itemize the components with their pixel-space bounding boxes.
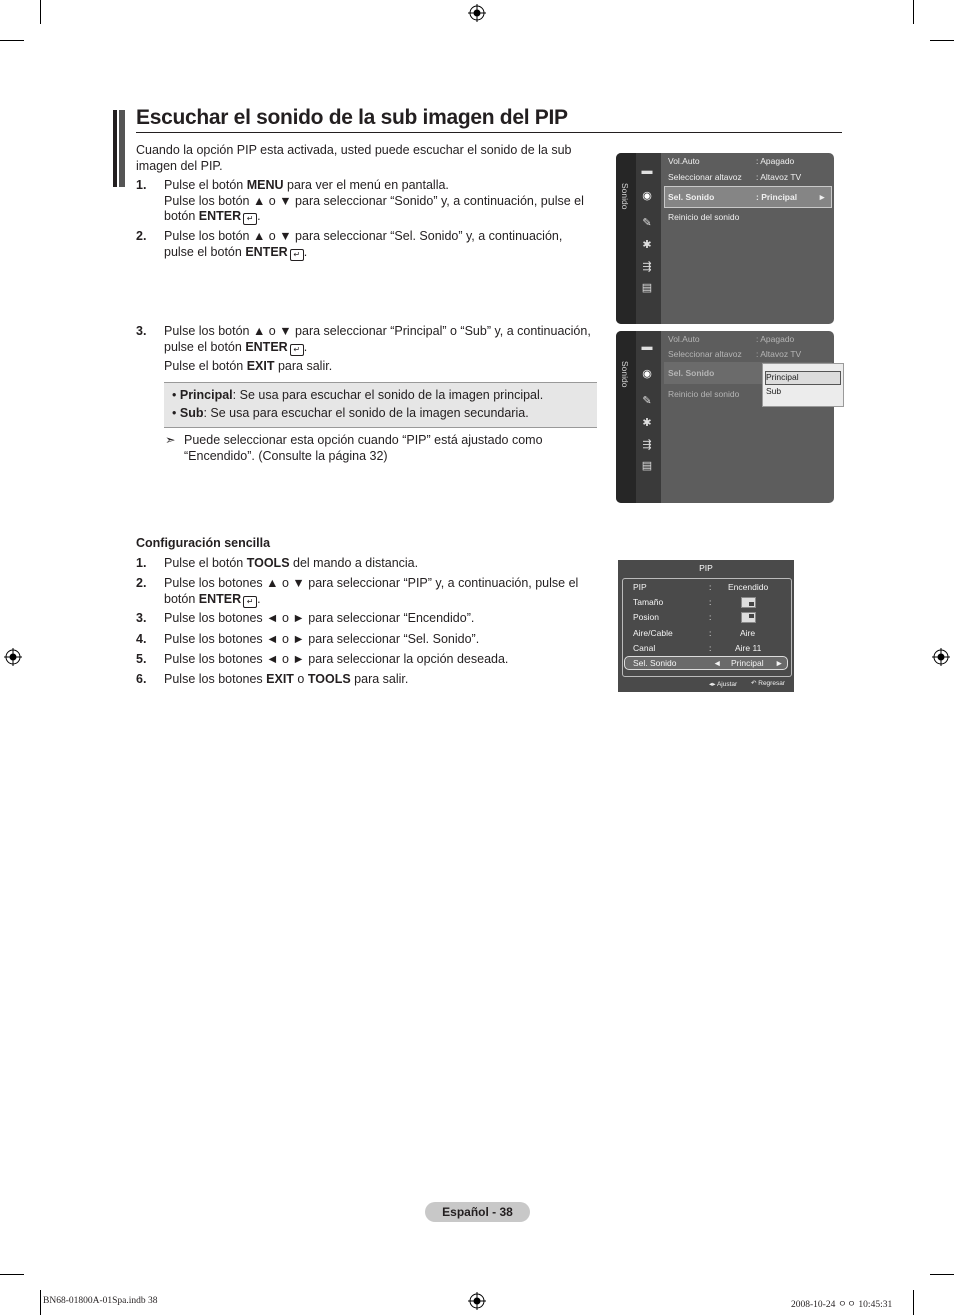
crop-mark (40, 1290, 41, 1315)
sound-icon: ◉ (642, 368, 652, 380)
config-step-2: Pulse los botones ▲ o ▼ para seleccionar “PIP” y, a continuación, pulse el botón ENTER ↵ . (164, 576, 579, 606)
pip-position-icon (741, 612, 756, 623)
enter-icon: ↵ (243, 213, 257, 225)
step-number: 3. (136, 611, 147, 625)
pip-tools-panel (618, 560, 794, 692)
config-step-5: Pulse los botones ◄ o ► para seleccionar la opción deseada. (164, 652, 509, 666)
crop-mark (930, 40, 954, 41)
config-step-6: Pulse los botones EXIT o TOOLS para salir. (164, 672, 409, 686)
step-number: 2. (136, 576, 147, 590)
sound-menu-2 (616, 331, 834, 503)
step-number: 5. (136, 652, 147, 666)
channel-icon: ✎ (642, 217, 652, 229)
page-number: Español - 38 (425, 1202, 530, 1222)
pip-row-label[interactable]: Posion (633, 612, 659, 622)
pip-row-label[interactable]: Sel. Sonido (633, 658, 677, 668)
menu-tab-label: Sonido (620, 361, 630, 388)
step-2-text: Pulse los botón ▲ o ▼ para seleccionar “Sel. Sonido” y, a continuación, pulse el botón ENTER ↵ . (164, 229, 563, 259)
adjust-hint: ◂▸ Ajustar (709, 681, 738, 688)
pip-row-label[interactable]: PIP (633, 582, 647, 592)
step-number: 4. (136, 632, 147, 646)
menu-item-speaker[interactable]: Seleccionar altavoz (668, 172, 742, 182)
menu-item-sel-sonido[interactable]: Sel. Sonido (668, 192, 715, 202)
bullet-principal: • Principal: Se usa para escuchar el sonido de la imagen principal. (172, 388, 544, 402)
crop-mark (40, 0, 41, 24)
setup-icon: ✱ (642, 239, 652, 251)
menu-item-sound-reset[interactable]: Reinicio del sonido (668, 389, 740, 399)
arrow-right-icon[interactable]: ► (775, 658, 784, 668)
step-number: 1. (136, 556, 147, 570)
sound-menu-1 (616, 153, 834, 324)
menu-value: : Apagado (756, 156, 795, 166)
input-icon: ⇶ (642, 439, 652, 451)
pip-panel-title: PIP (699, 563, 713, 573)
config-step-1: Pulse el botón TOOLS del mando a distancia. (164, 556, 419, 570)
config-heading: Configuración sencilla (136, 536, 271, 550)
popup-option-principal[interactable]: Principal (766, 372, 799, 382)
crop-mark (913, 1290, 914, 1315)
note-marker-icon: ➣ (165, 433, 176, 447)
crop-mark (0, 1274, 24, 1275)
return-hint: ↶ Regresar (751, 680, 785, 687)
pip-row-sep: : (709, 612, 712, 622)
picture-icon: ▬ (641, 165, 653, 177)
menu-value: : Altavoz TV (756, 349, 802, 359)
picture-icon: ▬ (641, 341, 653, 353)
step-number: 6. (136, 672, 147, 686)
arrow-right-icon: ► (818, 192, 827, 202)
pip-row-sep: : (709, 582, 712, 592)
pip-row-label[interactable]: Canal (633, 643, 656, 653)
step-number: 1. (136, 178, 147, 192)
enter-icon: ↵ (243, 596, 257, 608)
channel-icon: ✎ (642, 395, 652, 407)
title-bar (119, 110, 125, 187)
menu-value: : Apagado (756, 334, 795, 344)
menu-item-vol-auto[interactable]: Vol.Auto (668, 334, 700, 344)
menu-value: : Altavoz TV (756, 172, 802, 182)
setup-icon: ✱ (642, 417, 652, 429)
input-icon: ⇶ (642, 261, 652, 273)
pip-row-value: Encendido (728, 582, 769, 592)
crop-mark (930, 1274, 954, 1275)
pip-size-icon (741, 597, 756, 608)
step-number: 2. (136, 229, 147, 243)
title-rule (136, 132, 842, 133)
step-number: 3. (136, 324, 147, 338)
pip-row-value: Aire 11 (735, 643, 762, 653)
arrow-left-icon[interactable]: ◄ (713, 658, 722, 668)
pip-row-label[interactable]: Tamaño (633, 597, 664, 607)
menu-item-sel-sonido[interactable]: Sel. Sonido (668, 368, 715, 378)
registration-mark-icon (932, 648, 950, 666)
application-icon: ▤ (641, 282, 653, 294)
registration-mark-icon (468, 4, 486, 22)
pip-row-sep: : (709, 643, 712, 653)
registration-mark-icon (468, 1292, 486, 1310)
config-step-4: Pulse los botones ◄ o ► para seleccionar “Sel. Sonido”. (164, 632, 480, 646)
crop-mark (913, 0, 914, 24)
registration-mark-icon (4, 648, 22, 666)
step-3-text: Pulse los botón ▲ o ▼ para seleccionar “Principal” o “Sub” y, a continuación, pulse el botón ENTER ↵ . (164, 324, 591, 354)
bullet-sub: • Sub: Se usa para escuchar el sonido de la imagen secundaria. (172, 406, 529, 420)
application-icon: ▤ (641, 460, 653, 472)
enter-icon: ↵ (290, 344, 304, 356)
note-text: Puede seleccionar esta opción cuando “PIP” está ajustado como “Encendido”. (Consulte la página 32) (184, 433, 543, 463)
menu-tab-label: Sonido (620, 183, 630, 210)
step-3-exit-text: Pulse el botón EXIT para salir. (164, 359, 333, 373)
config-step-3: Pulse los botones ◄ o ► para seleccionar “Encendido”. (164, 611, 475, 625)
pip-row-value: Principal (731, 658, 764, 668)
menu-item-speaker[interactable]: Seleccionar altavoz (668, 349, 742, 359)
page-title: Escuchar el sonido de la sub imagen del PIP (136, 106, 568, 129)
enter-icon: ↵ (290, 249, 304, 261)
pip-row-sep: : (709, 628, 712, 638)
menu-item-sound-reset[interactable]: Reinicio del sonido (668, 212, 740, 222)
print-date-info: 2008-10-24 ㅇㅇ 10:45:31 (791, 1300, 893, 1310)
pip-row-value: Aire (740, 628, 756, 638)
pip-row-sep: : (709, 597, 712, 607)
popup-option-sub[interactable]: Sub (766, 386, 782, 396)
sound-icon: ◉ (642, 190, 652, 202)
intro-text: Cuando la opción PIP esta activada, usted puede escuchar el sonido de la sub imagen del PIP. (136, 143, 572, 173)
sound-select-popup (762, 363, 844, 407)
print-file-info: BN68-01800A-01Spa.indb 38 (43, 1296, 158, 1306)
title-bar (113, 110, 117, 187)
menu-item-vol-auto[interactable]: Vol.Auto (668, 156, 700, 166)
pip-row-label[interactable]: Aire/Cable (633, 628, 673, 638)
step-1-text: Pulse el botón MENU para ver el menú en pantalla. Pulse los botón ▲ o ▼ para seleccionar “Sonido” y, a continuación, pulse el botón ENTER ↵ . (164, 178, 584, 223)
crop-mark (0, 40, 24, 41)
menu-value: : Principal (756, 192, 798, 202)
